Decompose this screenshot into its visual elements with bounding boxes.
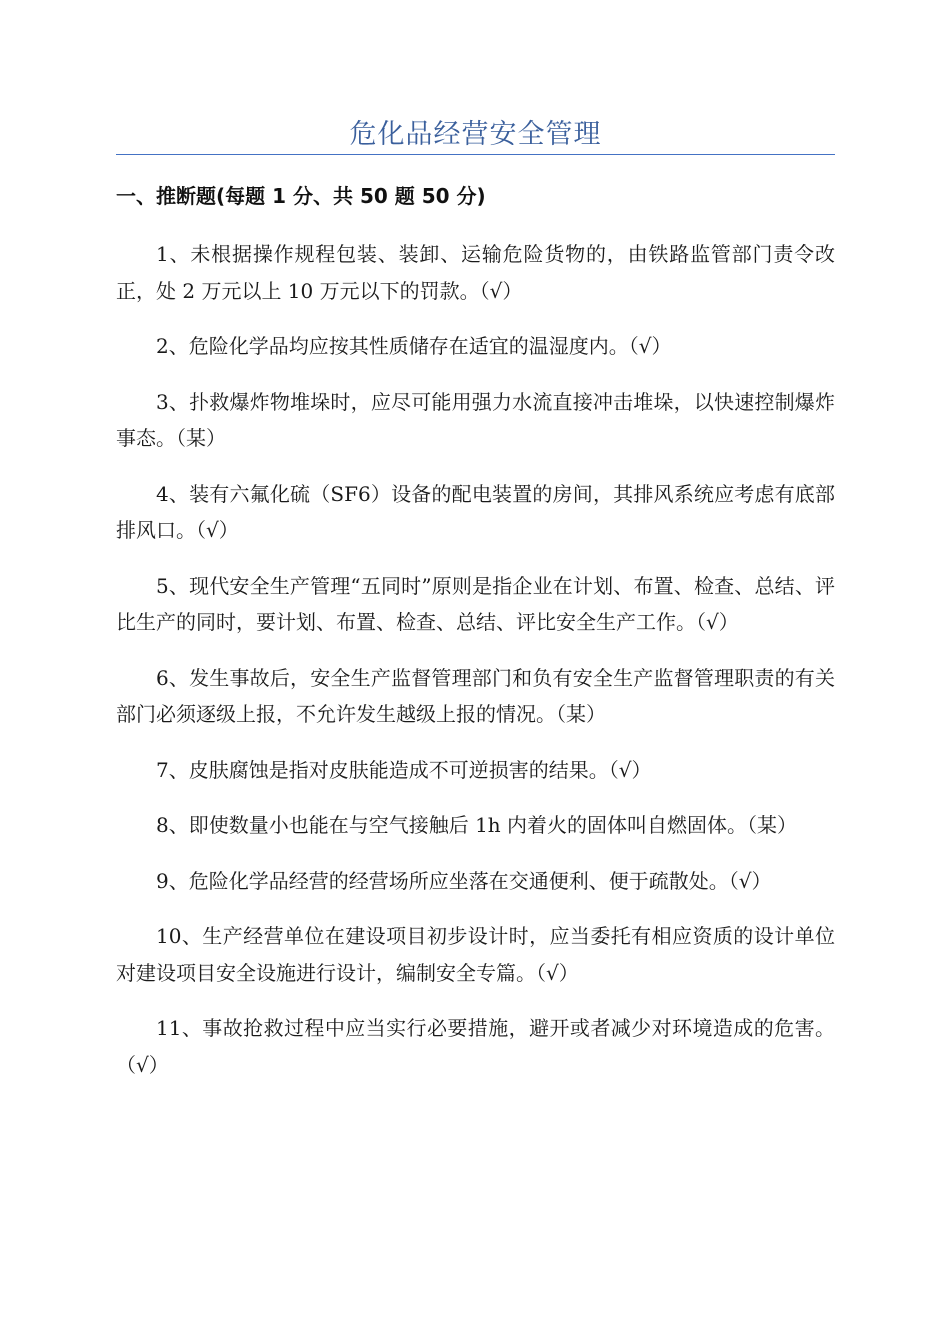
question-item: 4、装有六氟化硫（SF6）设备的配电装置的房间，其排风系统应考虑有底部排风口。（√）	[116, 481, 835, 542]
question-item: 6、发生事故后，安全生产监督管理部门和负有安全生产监督管理职责的有关部门必须逐级上报，不允许发生越级上报的情况。（某）	[116, 665, 835, 726]
document-title: 危化品经营安全管理	[349, 119, 602, 150]
question-item: 7、皮肤腐蚀是指对皮肤能造成不可逆损害的结果。（√）	[156, 757, 652, 782]
question-item: 10、生产经营单位在建设项目初步设计时，应当委托有相应资质的设计单位对建设项目安全设施进行设计，编制安全专篇。（√）	[116, 924, 835, 985]
question-item: 2、危险化学品均应按其性质储存在适宜的温湿度内。（√）	[156, 334, 672, 358]
title-underline	[116, 154, 835, 155]
question-item: 9、危险化学品经营的经营场所应坐落在交通便利、便于疏散处。（√）	[156, 868, 772, 893]
question-item: 3、扑救爆炸物堆垛时，应尽可能用强力水流直接冲击堆垛，以快速控制爆炸事态。（某）	[116, 389, 835, 450]
section-heading: 一、推断题(每题 1 分、共 50 题 50 分)	[116, 184, 486, 208]
question-item: 8、即使数量小也能在与空气接触后 1h 内着火的固体叫自燃固体。（某）	[156, 813, 798, 837]
question-item: 5、现代安全生产管理“五同时”原则是指企业在计划、布置、检查、总结、评比生产的同时，要计划、布置、检查、总结、评比安全生产工作。（√）	[116, 573, 835, 634]
question-item: 1、未根据操作规程包装、装卸、运输危险货物的，由铁路监管部门责令改正，处 2 万元以上 10 万元以下的罚款。（√）	[116, 242, 835, 303]
question-item: 11、事故抢救过程中应当实行必要措施，避开或者减少对环境造成的危害。（√）	[116, 1016, 835, 1077]
question-list	[116, 236, 835, 1102]
